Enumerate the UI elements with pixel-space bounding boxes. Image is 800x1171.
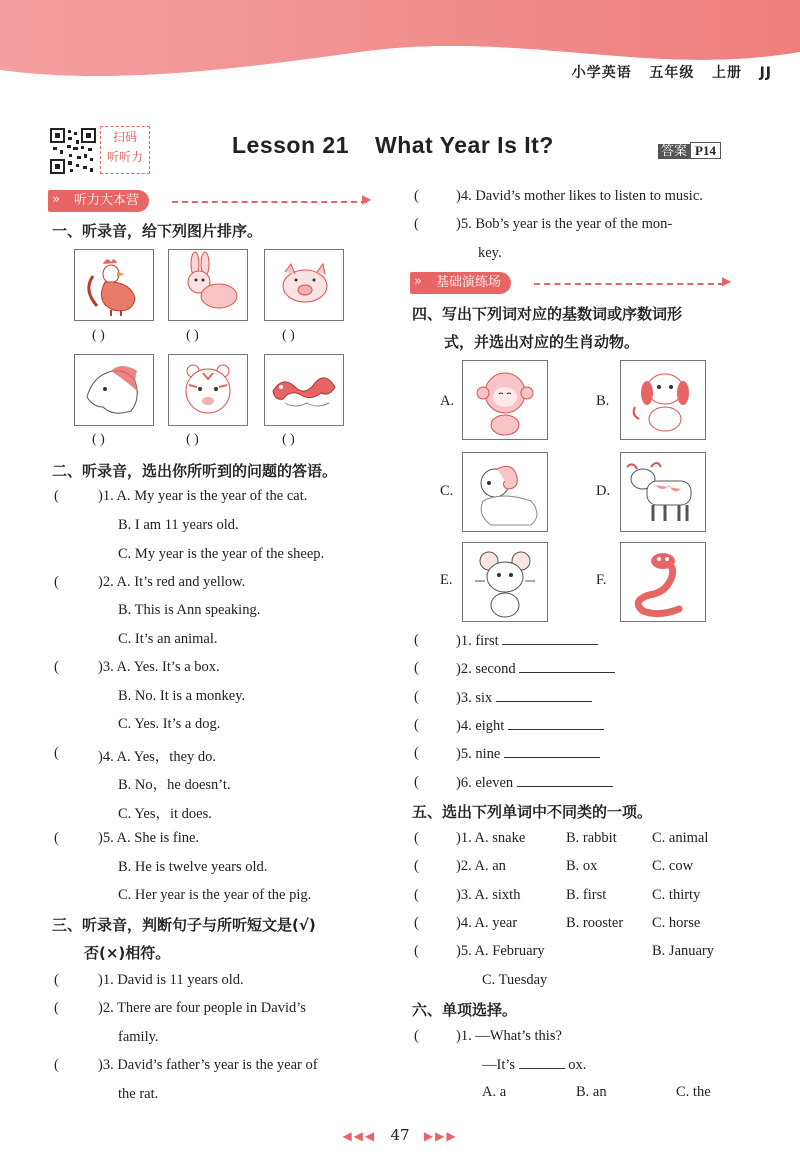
paren-open[interactable]: ( — [414, 1028, 419, 1044]
q3-item-3-cont: the rat. — [118, 1086, 159, 1102]
paren-open[interactable]: ( — [414, 745, 419, 761]
pic-label-f: F. — [596, 572, 607, 588]
q3-item-2-cont: family. — [118, 1029, 159, 1045]
answer-paren[interactable]: ( ) — [92, 328, 105, 343]
q2-option: B. No，he doesn’t. — [118, 777, 231, 793]
qr-code-icon[interactable] — [50, 128, 96, 174]
dragon-picture — [264, 354, 344, 426]
q3-item-4: )4. David’s mother likes to listen to music. — [456, 188, 703, 204]
scan-listen-label: 扫码 听听力 — [100, 126, 150, 174]
answer-blank[interactable] — [508, 717, 604, 730]
double-arrow-icon: » — [52, 192, 60, 207]
q4-item-4: )4. eight — [456, 717, 604, 735]
mouse-picture — [462, 542, 548, 622]
q5-item-4: )4. A. year — [456, 915, 518, 931]
paren-open[interactable]: ( — [414, 887, 419, 903]
sheep-picture — [462, 452, 548, 532]
q5-item-5: )5. A. February — [456, 943, 545, 959]
q4-heading-cont: 式，并选出对应的生肖动物。 — [444, 333, 640, 351]
q2-option: B. This is Ann speaking. — [118, 602, 261, 618]
q5-item-3: )3. A. sixth — [456, 887, 521, 903]
q2-option: C. Yes. It’s a dog. — [118, 716, 221, 732]
paren-open[interactable]: ( — [414, 943, 419, 959]
page-title — [232, 132, 554, 159]
q5-option-b: B. rabbit — [566, 830, 617, 846]
q6-heading: 六、单项选择。 — [412, 1001, 518, 1019]
q5-item-1: )1. A. snake — [456, 830, 526, 846]
header-wave — [0, 0, 800, 100]
q2-item-5: )5. A. She is fine. — [98, 830, 200, 846]
q2-option: B. I am 11 years old. — [118, 517, 239, 533]
q5-option-c: C. thirty — [652, 887, 701, 903]
q4-item-2: )2. second — [456, 660, 615, 678]
answer-blank[interactable] — [502, 632, 598, 645]
rabbit-picture — [168, 249, 248, 321]
answer-blank[interactable] — [517, 774, 613, 787]
q5-heading: 五、选出下列单词中不同类的一项。 — [412, 803, 653, 821]
paren-open[interactable]: ( — [54, 1000, 59, 1016]
q2-item-3: )3. A. Yes. It’s a box. — [98, 659, 220, 675]
left-arrows-icon: ◀◀◀ — [342, 1129, 377, 1143]
paren-open[interactable]: ( — [414, 830, 419, 846]
q2-item-4: )4. A. Yes，they do. — [98, 749, 217, 765]
ox-picture — [620, 452, 706, 532]
double-arrow-icon: » — [414, 274, 422, 289]
pic-label-a: A. — [440, 393, 455, 409]
arrow-end-icon: ▶ — [722, 274, 732, 288]
q1-heading: 一、听录音，给下列图片排序。 — [52, 222, 263, 240]
q6-option-c: C. the — [676, 1084, 711, 1100]
paren-open[interactable]: ( — [414, 632, 419, 648]
horse-picture — [74, 354, 154, 426]
paren-open[interactable]: ( — [54, 830, 59, 846]
paren-open[interactable]: ( — [414, 216, 419, 232]
paren-open[interactable]: ( — [414, 915, 419, 931]
paren-open[interactable]: ( — [414, 660, 419, 676]
answer-ref: 答案 P14 — [658, 140, 721, 159]
answer-blank[interactable] — [496, 689, 592, 702]
answer-paren[interactable]: ( ) — [186, 432, 199, 447]
q2-item-2: )2. A. It’s red and yellow. — [98, 574, 246, 590]
paren-open[interactable]: ( — [414, 717, 419, 733]
answer-blank[interactable] — [504, 745, 600, 758]
answer-paren[interactable]: ( ) — [92, 432, 105, 447]
volume-label: 上册 — [711, 65, 742, 81]
pig-picture — [264, 249, 344, 321]
paren-open[interactable]: ( — [414, 689, 419, 705]
q5-option-c: C. Tuesday — [482, 972, 548, 988]
q3-item-1: )1. David is 11 years old. — [98, 972, 244, 988]
q4-item-3: )3. six — [456, 689, 592, 707]
q2-option: C. Her year is the year of the pig. — [118, 887, 312, 903]
q6-option-b: B. an — [576, 1084, 607, 1100]
answer-paren[interactable]: ( ) — [282, 432, 295, 447]
q5-option-b: B. ox — [566, 858, 598, 874]
right-arrows-icon: ▶▶▶ — [423, 1129, 458, 1143]
q4-item-5: )5. nine — [456, 745, 600, 763]
q4-item-6: )6. eleven — [456, 774, 613, 792]
pic-label-b: B. — [596, 393, 610, 409]
q3-item-5-cont: key. — [478, 245, 502, 261]
arrow-end-icon: ▶ — [362, 192, 372, 206]
q3-item-5: )5. Bob’s year is the year of the mon- — [456, 216, 673, 232]
edition-label: JJ — [759, 65, 772, 81]
q3-item-2: )2. There are four people in David’s — [98, 1000, 306, 1016]
pic-label-d: D. — [596, 483, 611, 499]
series-label: 小学英语 — [571, 65, 632, 81]
answer-paren[interactable]: ( ) — [186, 328, 199, 343]
section-basics-tag: 基础演练场 — [410, 272, 511, 294]
q4-heading: 四、写出下列词对应的基数词或序数词形 — [412, 305, 683, 323]
pic-label-e: E. — [440, 572, 453, 588]
q2-option: B. He is twelve years old. — [118, 859, 268, 875]
q5-option-c: C. cow — [652, 858, 694, 874]
paren-open[interactable]: ( — [54, 972, 59, 988]
rooster-picture — [74, 249, 154, 321]
q6-item-1: )1. —What’s this? — [456, 1028, 562, 1044]
paren-open[interactable]: ( — [54, 659, 59, 675]
page-footer — [0, 1126, 800, 1144]
q4-item-1: )1. first — [456, 632, 598, 650]
grade-label: 五年级 — [649, 65, 695, 81]
tiger-picture — [168, 354, 248, 426]
paren-open[interactable]: ( — [414, 188, 419, 204]
q2-option: C. My year is the year of the sheep. — [118, 546, 325, 562]
section-listening-tag: 听力大本营 — [48, 190, 149, 212]
paren-open[interactable]: ( — [54, 574, 59, 590]
q2-option: C. Yes，it does. — [118, 806, 212, 822]
dog-picture — [620, 360, 706, 440]
q2-option: C. It’s an animal. — [118, 631, 218, 647]
page-number: 47 — [390, 1126, 410, 1144]
q3-heading-cont: 否(×)相符。 — [84, 944, 171, 962]
q3-item-3: )3. David’s father’s year is the year of — [98, 1057, 318, 1073]
q6-option-a: A. a — [482, 1084, 507, 1100]
header-info — [572, 62, 772, 82]
lesson-number: Lesson 21 — [232, 132, 349, 158]
paren-open[interactable]: ( — [54, 488, 59, 504]
section-divider — [534, 283, 724, 285]
section-divider — [172, 201, 367, 203]
paren-open[interactable]: ( — [414, 858, 419, 874]
q6-response: —It’s ox. — [482, 1057, 587, 1073]
q2-item-1: )1. A. My year is the year of the cat. — [98, 488, 308, 504]
answer-blank[interactable] — [519, 660, 615, 673]
q5-option-b: B. rooster — [566, 915, 624, 931]
pic-label-c: C. — [440, 483, 454, 499]
q5-item-2: )2. A. an — [456, 858, 506, 874]
paren-open[interactable]: ( — [414, 774, 419, 790]
q2-heading: 二、听录音，选出你所听到的问题的答语。 — [52, 462, 338, 480]
q5-option-b: B. January — [652, 943, 715, 959]
answer-paren[interactable]: ( ) — [282, 328, 295, 343]
q5-option-c: C. horse — [652, 915, 701, 931]
monkey-picture — [462, 360, 548, 440]
answer-blank[interactable] — [519, 1056, 565, 1069]
snake-picture — [620, 542, 706, 622]
q5-option-c: C. animal — [652, 830, 709, 846]
paren-open[interactable]: ( — [54, 1057, 59, 1073]
paren-open[interactable]: ( — [54, 745, 59, 761]
lesson-name: What Year Is It? — [375, 132, 554, 158]
q5-option-b: B. first — [566, 887, 607, 903]
q3-heading: 三、听录音，判断句子与所听短文是(√) — [52, 916, 316, 934]
q2-option: B. No. It is a monkey. — [118, 688, 246, 704]
